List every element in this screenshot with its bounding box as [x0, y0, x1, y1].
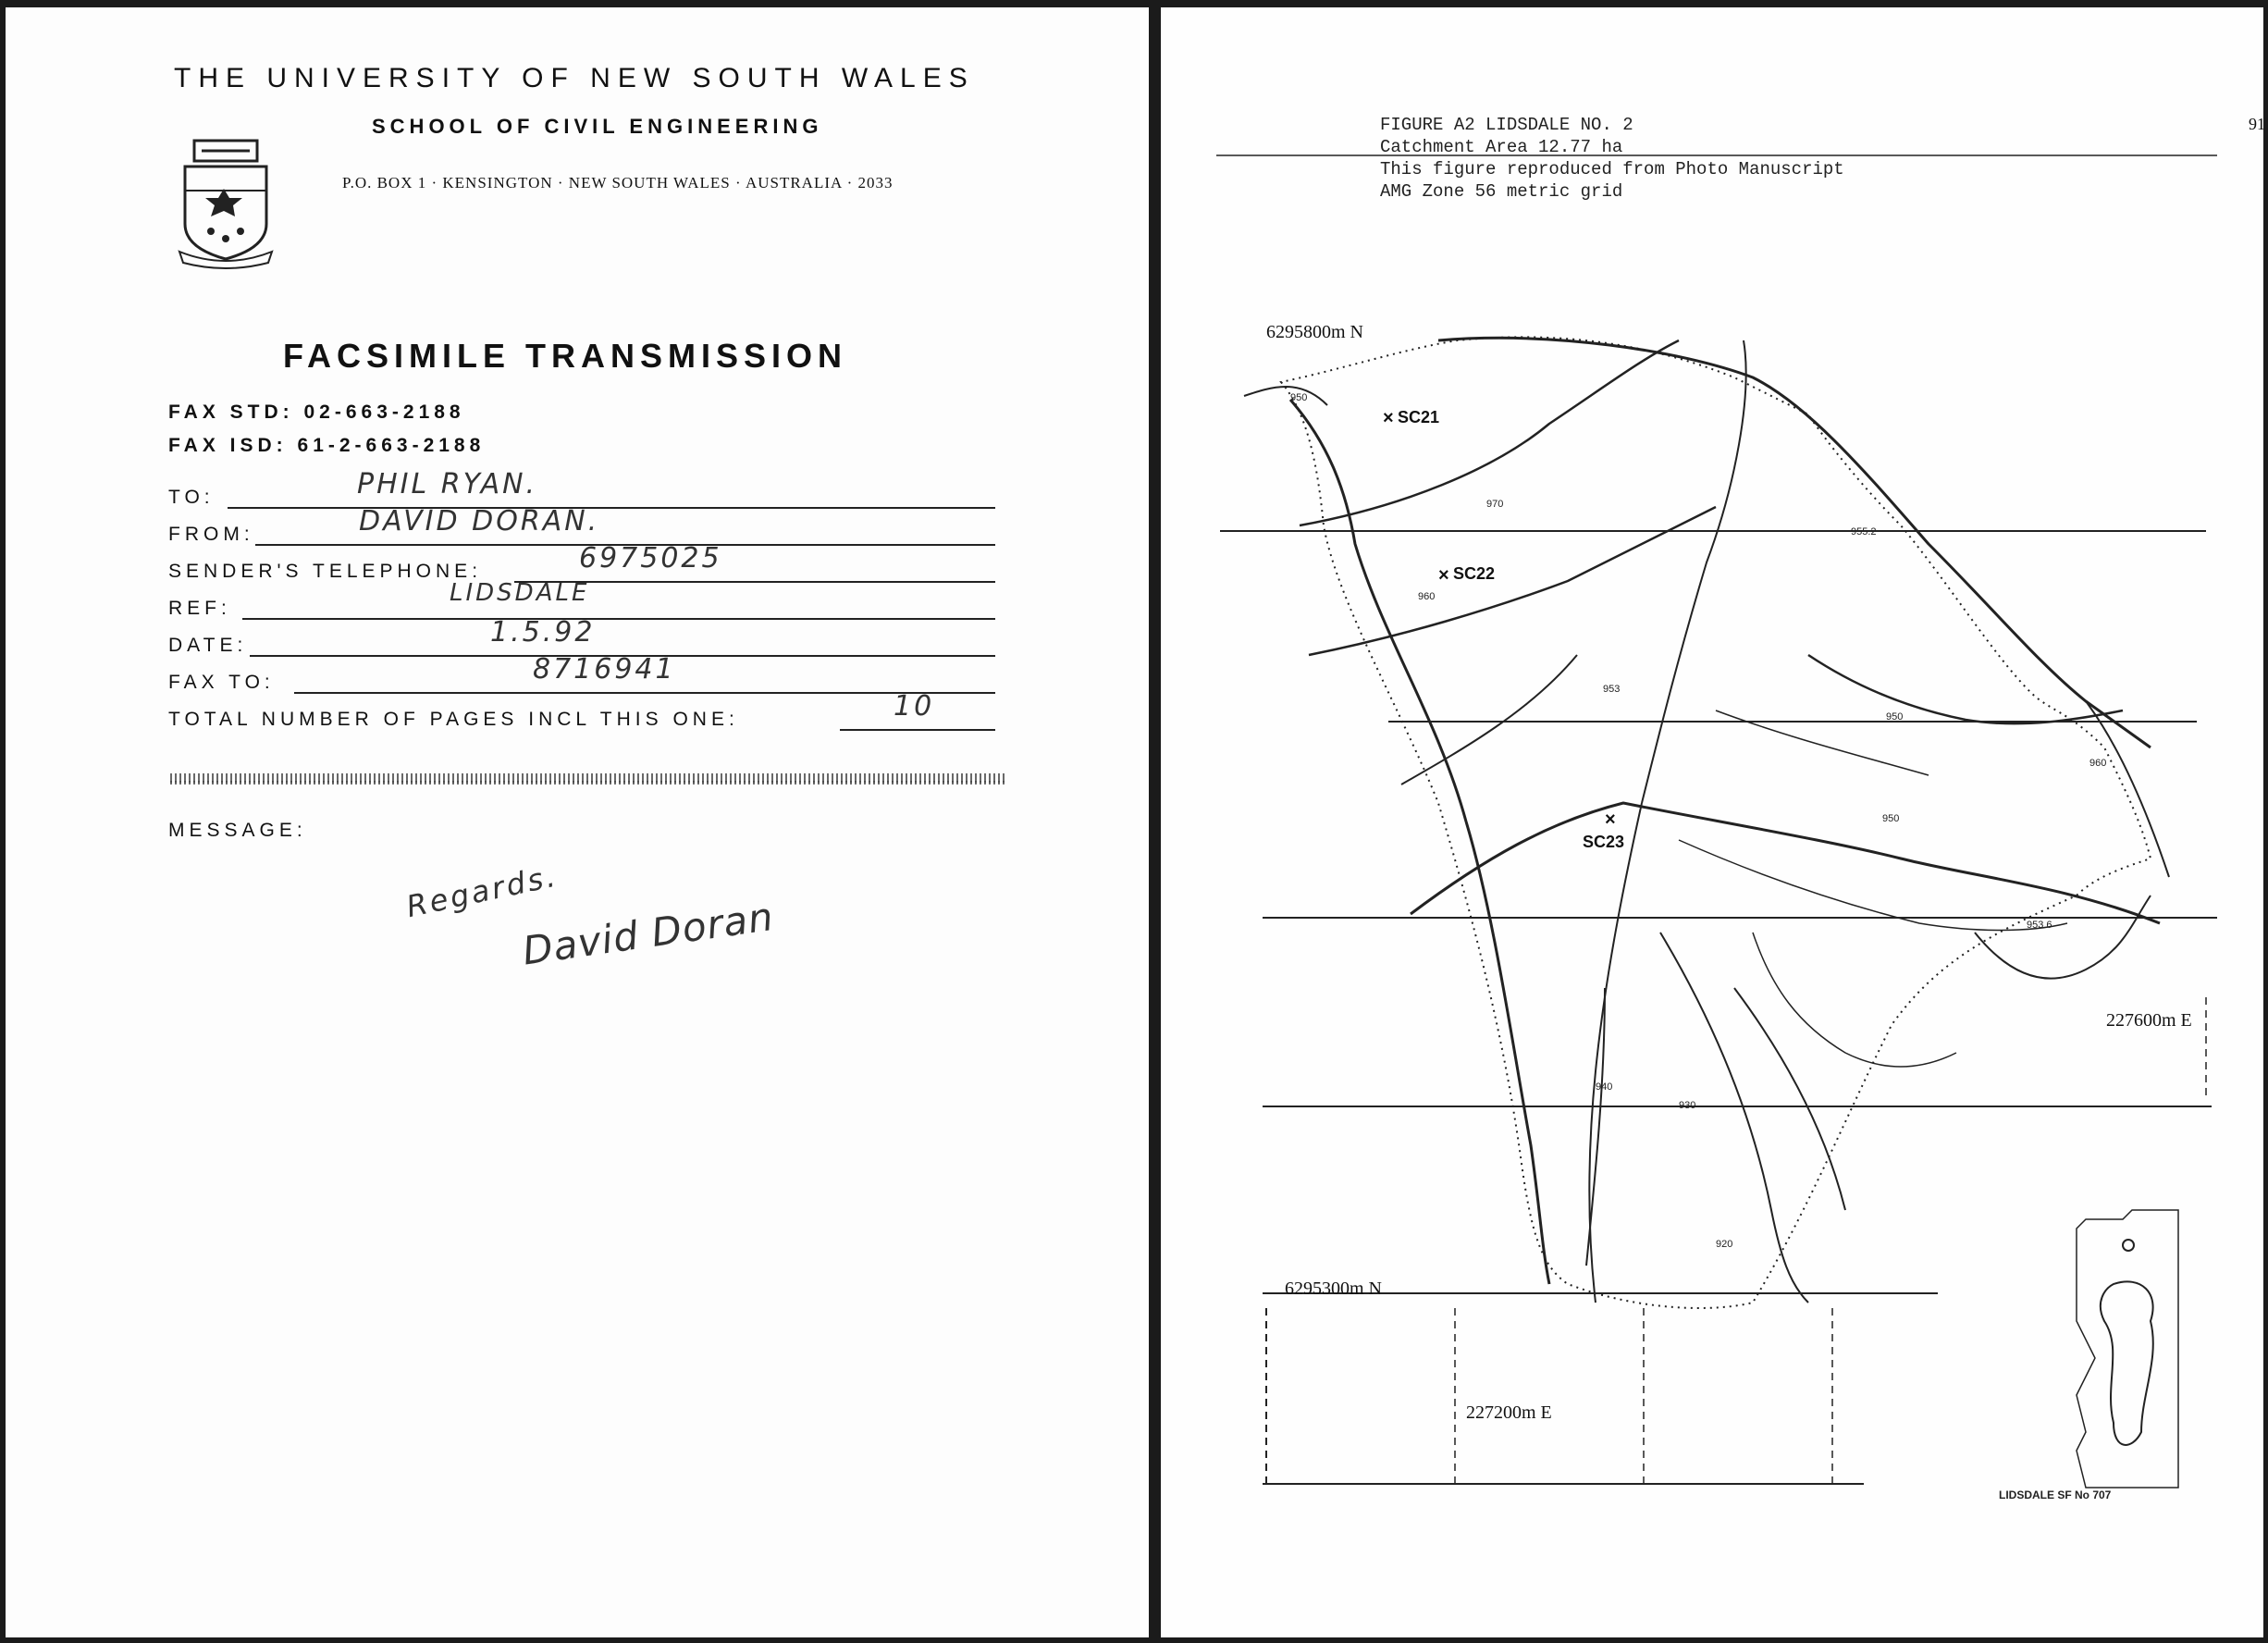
field-to-value: PHIL RYAN. — [357, 468, 538, 500]
fax-std: FAX STD: 02-663-2188 — [168, 401, 465, 423]
road-central — [1411, 803, 2160, 923]
contour-minor-3 — [1753, 933, 1956, 1067]
contour-label-10: 920 — [1716, 1239, 1733, 1250]
contour-953-6 — [1975, 896, 2151, 979]
field-ref-value: LIDSDALE — [450, 579, 590, 607]
site-marker-sc21: × — [1383, 408, 1394, 428]
grid-label-east-left: 227200m E — [1466, 1402, 1552, 1423]
site-label-sc21: SC21 — [1398, 408, 1440, 426]
contour-label-3: 960 — [1418, 591, 1436, 602]
catchment-map — [1161, 7, 2263, 1637]
contour-label-5: 950 — [1886, 711, 1904, 723]
field-faxto-line — [294, 692, 995, 694]
grid-label-east-right: 227600m E — [2106, 1010, 2192, 1031]
grid-label-north-bottom: 6295300m N — [1285, 1279, 1382, 1299]
contour-label-9: 930 — [1679, 1100, 1696, 1111]
field-faxto-label: FAX TO: — [168, 672, 275, 693]
inset-map-marker — [2123, 1240, 2134, 1251]
track-north — [1642, 340, 1746, 803]
contour-950-a — [1244, 387, 1327, 405]
contour-920 — [1734, 988, 1845, 1210]
contour-label-1: 950 — [1290, 392, 1308, 403]
contour-960 — [1309, 507, 1716, 655]
field-telephone-value: 6975025 — [579, 542, 722, 574]
page-number: 91 — [2249, 115, 2265, 133]
inset-map-catchments — [2101, 1281, 2153, 1445]
university-crest-logo — [178, 135, 274, 266]
field-date-value: 1.5.92 — [490, 616, 596, 649]
road-main — [1438, 338, 2151, 747]
page-title: FACSIMILE TRANSMISSION — [283, 337, 848, 375]
field-to-line — [228, 507, 995, 509]
site-marker-sc23: × — [1605, 809, 1616, 830]
university-name: THE UNIVERSITY OF NEW SOUTH WALES — [174, 63, 975, 93]
contour-label-6: 955.2 — [1851, 526, 1877, 537]
field-to-label: TO: — [168, 487, 215, 508]
field-faxto-value: 8716941 — [533, 653, 676, 686]
inset-map-outline — [2077, 1210, 2178, 1488]
site-label-sc22: SC22 — [1453, 564, 1496, 583]
field-pages-label: TOTAL NUMBER OF PAGES INCL THIS ONE: — [168, 709, 739, 730]
field-from-label: FROM: — [168, 524, 254, 545]
contour-970 — [1300, 340, 1679, 525]
caption-line-4: AMG Zone 56 metric grid — [1380, 181, 1623, 202]
caption-line-3: This figure reproduced from Photo Manuscript — [1380, 159, 1844, 179]
site-label-sc23: SC23 — [1583, 833, 1625, 851]
contour-label-7: 953.6 — [2027, 920, 2052, 931]
dotted-divider-lower — [170, 781, 1006, 784]
contour-label-4: 953 — [1603, 684, 1621, 695]
caption-line-2: Catchment Area 12.77 ha — [1380, 137, 1623, 157]
catchment-boundary — [1281, 337, 2151, 1308]
contour-minor-2 — [1679, 840, 2067, 931]
contour-label-11: 960 — [2089, 758, 2107, 769]
contour-950-b — [1808, 655, 2123, 723]
address: P.O. BOX 1 · KENSINGTON · NEW SOUTH WALES · AUSTRALIA · 2033 — [342, 174, 894, 191]
field-from-value: DAVID DORAN. — [359, 505, 600, 537]
track-south — [1589, 803, 1642, 1303]
signature: David Doran — [520, 893, 777, 974]
road-east — [2086, 701, 2169, 877]
inset-map-label: LIDSDALE SF No 707 — [1999, 1489, 2112, 1501]
fax-isd: FAX ISD: 61-2-663-2188 — [168, 435, 486, 456]
field-ref-label: REF: — [168, 598, 231, 619]
field-date-label: DATE: — [168, 635, 248, 656]
field-pages-value: 10 — [894, 690, 935, 723]
caption-line-1: FIGURE A2 LIDSDALE NO. 2 — [1380, 115, 1633, 135]
message-text: Regards. — [403, 858, 561, 925]
site-marker-sc22: × — [1438, 565, 1449, 586]
message-label: MESSAGE: — [168, 820, 307, 841]
road-west — [1290, 400, 1549, 1284]
school-name: SCHOOL OF CIVIL ENGINEERING — [372, 115, 823, 138]
grid-label-north-top: 6295800m N — [1266, 322, 1363, 342]
fax-cover-page — [6, 7, 1149, 1637]
field-telephone-label: SENDER'S TELEPHONE: — [168, 561, 483, 582]
field-pages-line — [840, 729, 995, 731]
contour-label-8: 940 — [1596, 1081, 1613, 1093]
field-ref-line — [242, 618, 995, 620]
contour-label-12: 950 — [1882, 813, 1900, 824]
map-figure-page — [1161, 7, 2263, 1637]
contour-label-2: 970 — [1486, 499, 1504, 510]
